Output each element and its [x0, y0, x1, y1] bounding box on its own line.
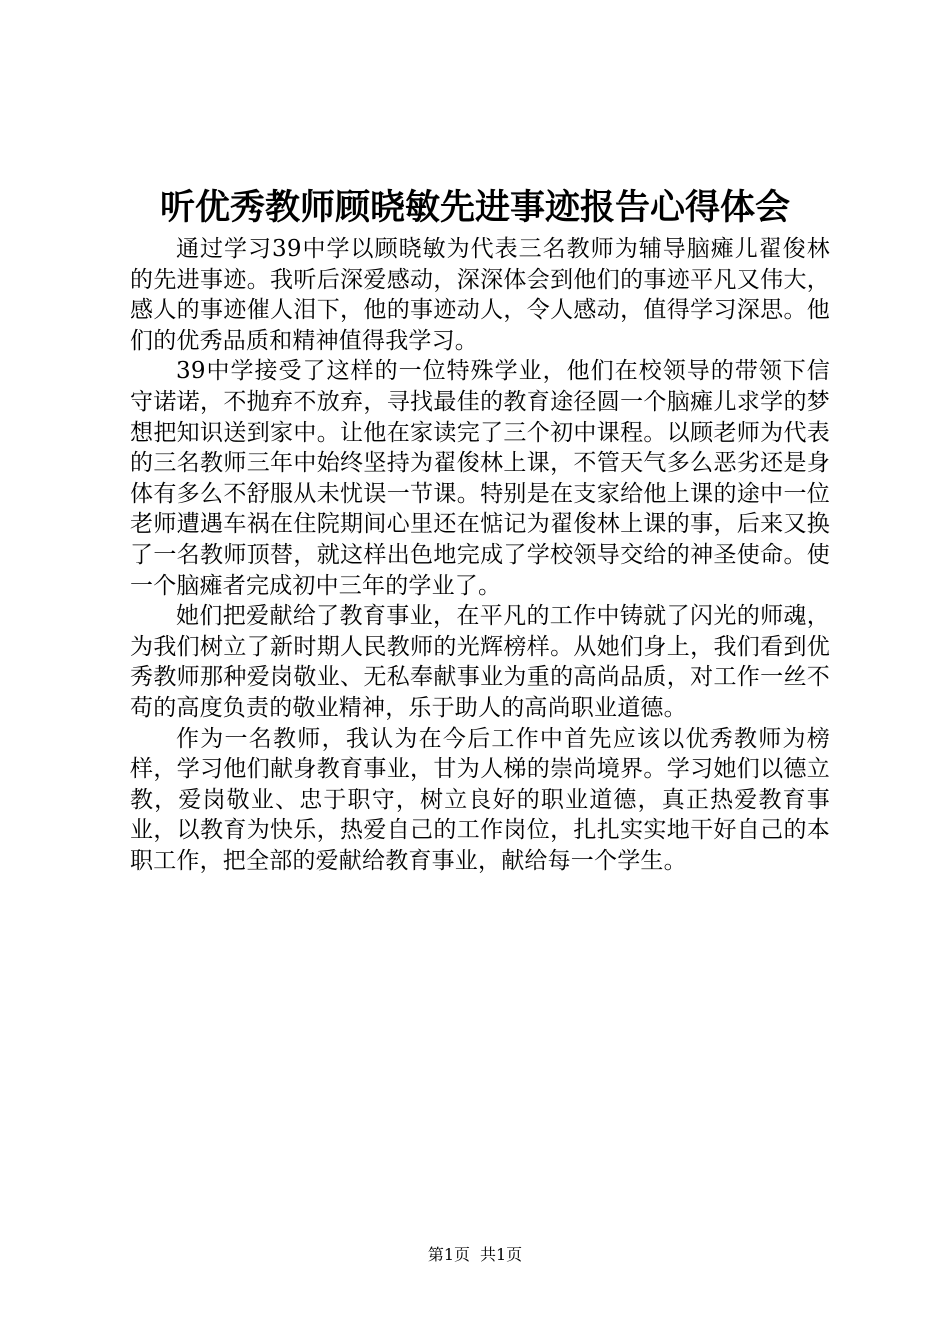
page-total: 共1页 [480, 1245, 523, 1264]
page-number: 第1页 [427, 1245, 470, 1264]
page-footer [0, 1244, 950, 1266]
document-title: 听优秀教师顾晓敏先进事迹报告心得体会 [159, 187, 790, 228]
paragraph-4: 作为一名教师，我认为在今后工作中首先应该以优秀教师为榜样，学习他们献身教育事业，甘为人梯的崇尚境界。学习她们以德立教，爱岗敬业、忠于职守，树立良好的职业道德，真正热爱教育事业，以教育为快乐，热爱自己的工作岗位，扎扎实实地干好自己的本职工作，把全部的爱献给教育事业，献给每一个学生。 [130, 725, 830, 874]
paragraph-2: 39中学接受了这样的一位特殊学业，他们在校领导的带领下信守诺诺，不抛弃不放弃，寻找最佳的教育途径圆一个脑瘫儿求学的梦想把知识送到家中。让他在家读完了三个初中课程。以顾老师为代表的三名教师三年中始终坚持为翟俊林上课，不管天气多么恶劣还是身体有多么不舒服从未忧误一节课。特别是在支家给他上课的途中一位老师遭遇车祸在住院期间心里还在惦记为翟俊林上课的事，后来又换了一名教师顶替，就这样出色地完成了学校领导交给的神圣使命。使一个脑瘫者完成初中三年的学业了。 [130, 358, 830, 599]
document-body [130, 234, 830, 876]
paragraph-1: 通过学习39中学以顾晓敏为代表三名教师为辅导脑瘫儿翟俊林的先进事迹。我听后深爱感动，深深体会到他们的事迹平凡又伟大，感人的事迹催人泪下，他的事迹动人，令人感动，值得学习深思。他们的优秀品质和精神值得我学习。 [130, 236, 830, 354]
paragraph-3: 她们把爱献给了教育事业，在平凡的工作中铸就了闪光的师魂，为我们树立了新时期人民教师的光辉榜样。从她们身上，我们看到优秀教师那种爱岗敬业、无私奉献事业为重的高尚品质，对工作一丝不苟的高度负责的敬业精神，乐于助人的高尚职业道德。 [130, 603, 830, 721]
